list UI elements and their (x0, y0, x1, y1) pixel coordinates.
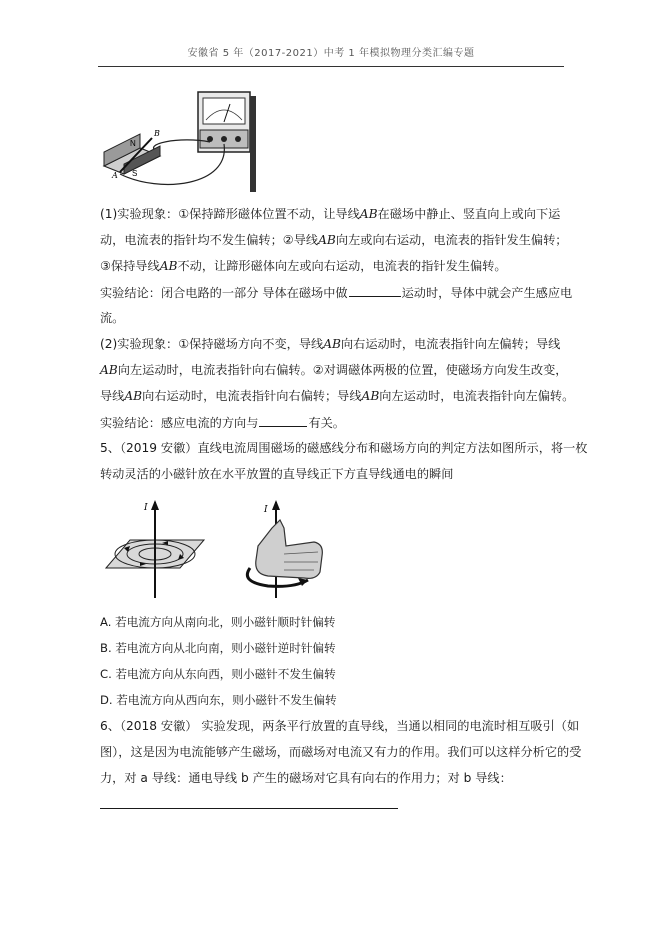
q4-phenomenon-2-line-2: AB向左运动时，电流表指针向右偏转。②对调磁体两极的位置，使磁场方向发生改变， (100, 363, 568, 377)
figure-field-lines (100, 498, 210, 604)
q4-conclusion-2: 实验结论：感应电流的方向与 有关。 (100, 416, 345, 430)
current-i-label-2: I (264, 505, 268, 515)
q6-stem-line-3: 力，对 a 导线：通电导线 b 产生的磁场对它具有向右的作用力；对 b 导线： (100, 771, 512, 785)
q5-stem-line-1: 5、（2019 安徽）直线电流周围磁场的磁感线分布和磁场方向的判定方法如图所示，将一枚 (100, 441, 588, 455)
q5-stem-line-2: 转动灵活的小磁针放在水平放置的直导线正下方直导线通电的瞬间 (100, 467, 454, 481)
q5-option-d[interactable]: D. 若电流方向从西向东，则小磁针不发生偏转 (100, 693, 337, 707)
q4-phenomenon-1-line-1: (1)实验现象：①保持蹄形磁体位置不动，让导线AB在磁场中静止、竖直向上或向下运 (100, 207, 561, 221)
header-rule (98, 66, 564, 67)
q4-phenomenon-1-line-3: ③保持导线AB不动，让蹄形磁体向左或向右运动，电流表的指针发生偏转。 (100, 259, 507, 273)
point-b-label: B (154, 129, 160, 138)
q4-phenomenon-2-line-1: (2)实验现象：①保持磁场方向不变，导线AB向右运动时，电流表指针向左偏转；导线 (100, 337, 561, 351)
figure-right-hand-rule (228, 498, 328, 602)
q6-stem-line-2: 图），这是因为电流能够产生磁场，而磁场对电流又有力的作用。我们可以这样分析它的受 (100, 745, 582, 759)
figure-induction-experiment (100, 86, 260, 198)
page-header: 安徽省 5 年（2017-2021）中考 1 年模拟物理分类汇编专题 (187, 48, 475, 59)
answer-blank-1[interactable] (349, 284, 401, 297)
magnet-n-label: N (130, 139, 136, 148)
q6-answer-line[interactable] (100, 808, 398, 809)
q5-option-b[interactable]: B. 若电流方向从北向南，则小磁针逆时针偏转 (100, 641, 336, 655)
current-i-label: I (144, 503, 148, 513)
q4-phenomenon-1-line-2: 动，电流表的指针均不发生偏转；②导线AB向左或向右运动，电流表的指针发生偏转； (100, 233, 568, 247)
q4-conclusion-1-line-1: 实验结论：闭合电路的一部分 导体在磁场中做 运动时，导体中就会产生感应电 (100, 286, 573, 300)
q4-phenomenon-2-line-3: 导线AB向右运动时，电流表指针向右偏转；导线AB向左运动时，电流表指针向左偏转。 (100, 389, 575, 403)
q4-conclusion-1-line-2: 流。 (100, 311, 125, 325)
point-a-label: A (112, 171, 118, 180)
magnet-s-label: S (132, 169, 138, 178)
answer-blank-2[interactable] (259, 414, 307, 427)
q6-stem-line-1: 6、（2018 安徽） 实验发现，两条平行放置的直导线，当通以相同的电流时相互吸引（如 (100, 719, 580, 733)
q5-option-a[interactable]: A. 若电流方向从南向北，则小磁针顺时针偏转 (100, 615, 336, 629)
q5-option-c[interactable]: C. 若电流方向从东向西，则小磁针不发生偏转 (100, 667, 336, 681)
